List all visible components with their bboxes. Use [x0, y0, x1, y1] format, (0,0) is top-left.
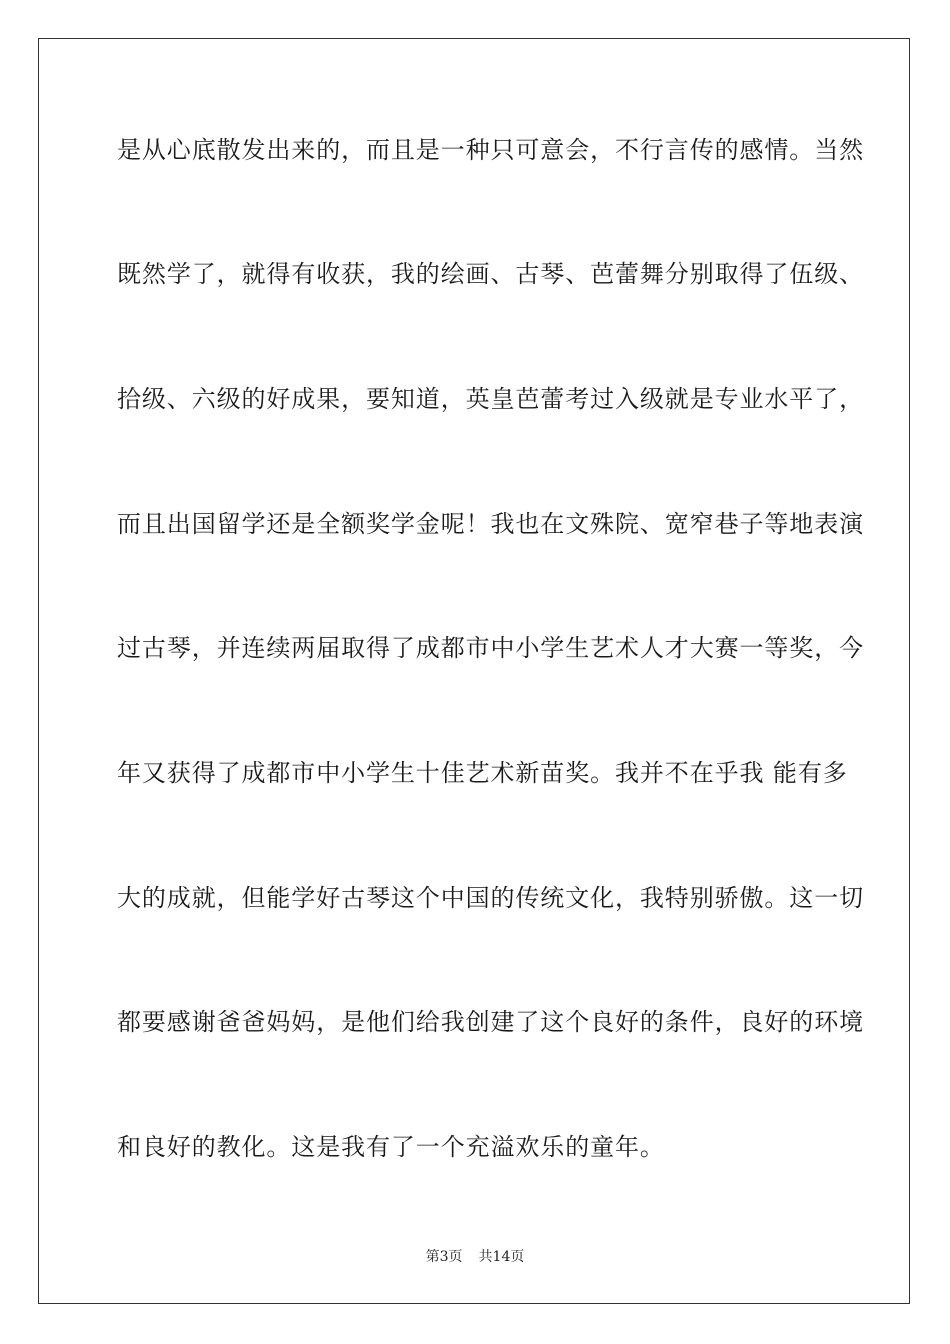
- text-line: 是从心底散发出来的，而且是一种只可意会，不行言传的感情。当然: [117, 136, 864, 164]
- text-line: 过古琴，并连续两届取得了成都市中小学生艺术人才大赛一等奖，今: [117, 634, 864, 662]
- page-footer: [0, 1247, 950, 1267]
- text-line: 年又获得了成都市中小学生十佳艺术新苗奖。我并不在乎我 能有多: [117, 759, 848, 787]
- text-line: 既然学了，就得有收获，我的绘画、古琴、芭蕾舞分别取得了伍级、: [117, 260, 864, 288]
- page-border: [38, 38, 910, 1304]
- text-line: 和良好的教化。这是我有了一个充溢欢乐的童年。: [117, 1133, 665, 1161]
- text-line: 而且出国留学还是全额奖学金呢！我也在文殊院、宽窄巷子等地表演: [117, 510, 864, 538]
- page-number: 第3页: [425, 1249, 463, 1265]
- text-line: 大的成就，但能学好古琴这个中国的传统文化，我特别骄傲。这一切: [117, 884, 864, 912]
- text-line: 都要感谢爸爸妈妈，是他们给我创建了这个良好的条件，良好的环境: [117, 1008, 864, 1036]
- text-line: 拾级、六级的好成果，要知道，英皇芭蕾考过入级就是专业水平了，: [117, 385, 864, 413]
- total-pages: 共14页: [478, 1249, 525, 1265]
